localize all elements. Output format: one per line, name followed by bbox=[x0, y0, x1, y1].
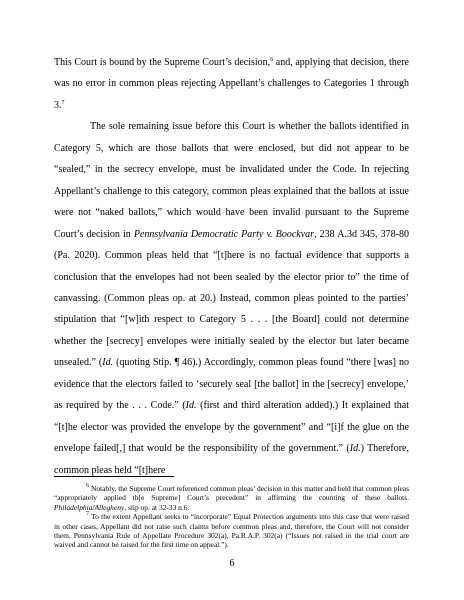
footnote-ref-7: 7 bbox=[61, 99, 65, 106]
footnote-ref-6: 6 bbox=[270, 57, 274, 63]
footnote-divider bbox=[54, 476, 174, 477]
page-number: 6 bbox=[229, 558, 235, 569]
body-text bbox=[54, 52, 409, 481]
paragraph-2 bbox=[54, 116, 409, 481]
text-segment: The sole remaining issue before this Court is whether the ballots identified in Category 5, which are those ballots that were enclosed, but did not appear to be “sealed,” in the secrecy envelope, must be invalidated under the Code. In rejecting Appellant’s challenge to this category, common pleas explained that the ballots at issue were not “naked ballots,” which would have been invalid pursuant to the Supreme Court’s decision in bbox=[54, 121, 409, 240]
footnote-number: 6 bbox=[86, 483, 89, 489]
text-segment: (quoting Stip. ¶ 46).) Accordingly, common pleas found “there [was] no evidence that the electors failed to ‘securely seal [the ballot] in the [secrecy] envelope,’ as required by the . . . Code.” ( bbox=[54, 357, 409, 412]
text-segment: , 238 A.3d 345, 378-80 (Pa. 2020). Common pleas held that “[t]here is no factual evidence that supports a conclusion that the envelopes had not been sealed by the elector prior to” the time of canvassing. (Common pleas op. at 20.) Instead, common pleas pointed to the parties’ stipulation that “[w]ith respect to Category 5 . . . [the Board] could not determine whether the [secrecy] envelopes were initially sealed by the elector but later became unsealed.” ( bbox=[54, 228, 409, 369]
footnote-text: , slip op. at 32-33 n.6. bbox=[124, 502, 190, 512]
text-segment: ) Therefore, common pleas held “[t]here bbox=[54, 443, 409, 476]
paragraph-1 bbox=[54, 52, 409, 116]
footnote-text: To the extent Appellant seeks to “incorporate” Equal Protection arguments into this case that were raised in other cases, Appellant did not raise such claims before common pleas and, therefore, the Court will not consider them. Pennsylvania Rule of Appellate Procedure 302(a), Pa.R.A.P. 302(a) (“Issues not raised in the trial court are waived and cannot be raised for the first time on appeal.”). bbox=[54, 512, 409, 550]
footnote-6 bbox=[54, 484, 409, 512]
footnotes bbox=[54, 484, 409, 550]
case-citation: Philadelphia/Allegheny bbox=[54, 502, 125, 512]
footnote-text: Notably, the Supreme Court referenced common pleas’ decision in this matter and held that common pleas “appropriately applied th[e Supreme] Court’s precedent” in affirming the counting of these ballots. bbox=[54, 484, 409, 503]
text-segment: This Court is bound by the Supreme Court’s decision, bbox=[54, 57, 271, 68]
id-citation: Id. bbox=[185, 400, 197, 412]
footnote-7 bbox=[54, 512, 409, 550]
footnote-number: 7 bbox=[86, 511, 89, 518]
case-citation: Pennsylvania Democratic Party v. Boockvar bbox=[133, 228, 315, 240]
id-citation: Id. bbox=[102, 357, 114, 369]
id-citation: Id. bbox=[349, 443, 361, 455]
text-segment: and, applying that decision, there was no error in common pleas rejecting Appellant’s challenges to Categories 1 through 3. bbox=[54, 57, 409, 111]
text-segment: (first and third alteration added).) It explained that “[t]he elector was provided the envelope by the government” and “[i]f the glue on the envelope failed[,] that would be the responsibility of the government.” ( bbox=[54, 400, 409, 455]
